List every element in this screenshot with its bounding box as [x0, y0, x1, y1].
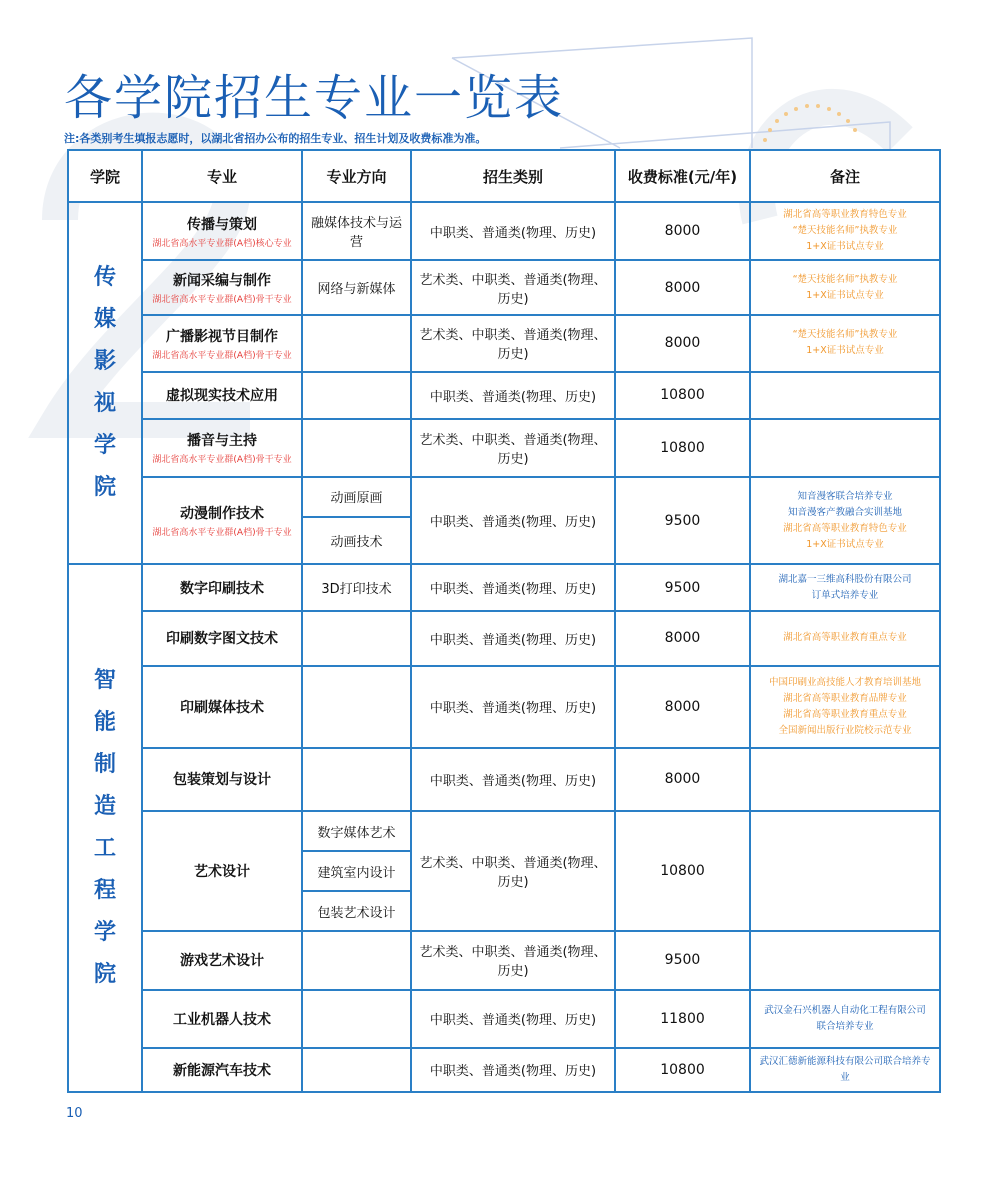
- category-cell: 中职类、普通类(物理、历史): [411, 666, 615, 748]
- direction-cell: 动画原画: [302, 477, 411, 517]
- direction-cell: [302, 315, 411, 371]
- category-cell: 中职类、普通类(物理、历史): [411, 1048, 615, 1092]
- major-name: 新能源汽车技术: [173, 1062, 271, 1079]
- college-name-char: 工: [93, 836, 116, 862]
- major-name: 动漫制作技术: [180, 506, 264, 523]
- remark-line: 全国新闻出版行业院校示范专业: [778, 724, 912, 736]
- direction-cell: [302, 419, 411, 477]
- major-cell: [142, 611, 302, 665]
- fee-cell: 8000: [615, 666, 750, 748]
- remarks-cell: [750, 811, 940, 931]
- direction-cell: [302, 748, 411, 811]
- remark-line: 1+X证书试点专业: [806, 241, 884, 253]
- table-row: [68, 990, 940, 1048]
- college-name-char: 能: [93, 710, 116, 736]
- major-name: 印刷数字图文技术: [166, 631, 278, 648]
- direction-cell: 建筑室内设计: [302, 851, 411, 891]
- header-category: 招生类别: [411, 150, 615, 202]
- table-row: [68, 260, 940, 315]
- fee-cell: 9500: [615, 477, 750, 564]
- remarks-cell: [750, 202, 940, 260]
- header-major: 专业: [142, 150, 302, 202]
- college-name-char: 视: [93, 391, 116, 417]
- direction-cell: [302, 1048, 411, 1092]
- table-row: [68, 666, 940, 748]
- header-college: 学院: [68, 150, 142, 202]
- remarks-cell: [750, 931, 940, 989]
- fee-cell: 10800: [615, 1048, 750, 1092]
- major-name: 数字印刷技术: [180, 580, 264, 597]
- fee-cell: 10800: [615, 811, 750, 931]
- table-row: [68, 202, 940, 260]
- major-name: 播音与主持: [187, 433, 257, 450]
- table-row: [68, 748, 940, 811]
- major-cell: [142, 666, 302, 748]
- direction-cell: 包装艺术设计: [302, 891, 411, 931]
- major-name: 新闻采编与制作: [173, 273, 271, 290]
- table-row: [68, 372, 940, 419]
- direction-cell: [302, 372, 411, 419]
- major-name: 艺术设计: [194, 864, 250, 881]
- category-cell: 艺术类、中职类、普通类(物理、历史): [411, 260, 615, 315]
- college-name-char: 程: [93, 878, 116, 904]
- remarks-cell: [750, 372, 940, 419]
- major-designation: 湖北省高水平专业群(A档)骨干专业: [152, 455, 292, 466]
- college-name-char: 制: [93, 752, 116, 778]
- major-name: 包装策划与设计: [173, 772, 271, 789]
- fee-cell: 8000: [615, 260, 750, 315]
- remark-line: 订单式培养专业: [811, 589, 879, 601]
- remark-line: 湖北省高等职业教育特色专业: [783, 209, 907, 221]
- table-row: [68, 477, 940, 517]
- table-row: [68, 419, 940, 477]
- college-name-char: 传: [93, 265, 116, 291]
- remark-line: 联合培养专业: [816, 1020, 874, 1032]
- remark-line: 知音漫客联合培养专业: [797, 490, 893, 502]
- college-name-char: 院: [93, 475, 116, 501]
- remark-line: 中国印刷业高技能人才教育培训基地: [768, 676, 921, 688]
- remarks-cell: [750, 419, 940, 477]
- major-cell: [142, 811, 302, 931]
- direction-cell: [302, 990, 411, 1048]
- major-name: 印刷媒体技术: [180, 699, 264, 716]
- remark-line: 武汉金石兴机器人自动化工程有限公司: [764, 1004, 926, 1016]
- header-direction: 专业方向: [302, 150, 411, 202]
- major-cell: [142, 315, 302, 371]
- direction-cell: [302, 611, 411, 665]
- remarks-cell: [750, 315, 940, 371]
- table-header-row: [68, 150, 940, 202]
- fee-cell: 8000: [615, 748, 750, 811]
- table-row: [68, 611, 940, 665]
- college-name-char: 学: [93, 433, 116, 459]
- table-row: [68, 811, 940, 851]
- direction-cell: 融媒体技术与运营: [302, 202, 411, 260]
- fee-cell: 11800: [615, 990, 750, 1048]
- remark-line: 湖北嘉一三维高科股份有限公司: [778, 573, 912, 585]
- major-designation: 湖北省高水平专业群(A档)骨干专业: [152, 528, 292, 539]
- college-cell: [68, 202, 142, 564]
- remark-line: 武汉汇德新能源科技有限公司联合培养专业: [759, 1055, 931, 1083]
- remark-line: 湖北省高等职业教育品牌专业: [783, 692, 907, 704]
- major-designation: 湖北省高水平专业群(A档)骨干专业: [152, 350, 292, 361]
- remarks-cell: [750, 666, 940, 748]
- major-cell: [142, 1048, 302, 1092]
- major-name: 传播与策划: [187, 216, 257, 233]
- college-name-char: 智: [93, 668, 116, 694]
- remark-line: 1+X证书试点专业: [806, 345, 884, 357]
- remark-line: 1+X证书试点专业: [806, 538, 884, 550]
- remark-line: 知音漫客产教融合实训基地: [787, 506, 902, 518]
- major-cell: [142, 477, 302, 564]
- remarks-cell: [750, 748, 940, 811]
- category-cell: 艺术类、中职类、普通类(物理、历史): [411, 419, 615, 477]
- table-row: [68, 315, 940, 371]
- major-cell: [142, 564, 302, 611]
- category-cell: 艺术类、中职类、普通类(物理、历史): [411, 931, 615, 989]
- page-number: 10: [66, 1106, 83, 1121]
- college-name-char: 媒: [93, 307, 116, 333]
- direction-cell: [302, 931, 411, 989]
- category-cell: 中职类、普通类(物理、历史): [411, 990, 615, 1048]
- category-cell: 艺术类、中职类、普通类(物理、历史): [411, 811, 615, 931]
- direction-cell: [302, 666, 411, 748]
- table-body: [68, 202, 940, 1092]
- major-cell: [142, 419, 302, 477]
- header-remarks: 备注: [750, 150, 940, 202]
- remark-line: 1+X证书试点专业: [806, 289, 884, 301]
- major-name: 广播影视节目制作: [166, 328, 278, 345]
- college-cell: [68, 564, 142, 1092]
- fee-cell: 10800: [615, 419, 750, 477]
- college-name-char: 造: [93, 794, 116, 820]
- majors-table: [67, 149, 941, 1093]
- category-cell: 中职类、普通类(物理、历史): [411, 477, 615, 564]
- remark-line: 湖北省高等职业教育重点专业: [783, 632, 907, 644]
- table-row: [68, 1048, 940, 1092]
- enrollment-note: 注:各类别考生填报志愿时，以湖北省招办公布的招生专业、招生计划及收费标准为准。: [64, 132, 487, 145]
- college-name-char: 学: [93, 920, 116, 946]
- direction-cell: 3D打印技术: [302, 564, 411, 611]
- major-cell: [142, 990, 302, 1048]
- major-cell: [142, 931, 302, 989]
- major-designation: 湖北省高水平专业群(A档)骨干专业: [152, 295, 292, 306]
- major-cell: [142, 202, 302, 260]
- page-title: 各学院招生专业一览表: [64, 70, 565, 126]
- fee-cell: 8000: [615, 202, 750, 260]
- direction-cell: 动画技术: [302, 517, 411, 564]
- remark-line: 湖北省高等职业教育特色专业: [783, 522, 907, 534]
- remark-line: 湖北省高等职业教育重点专业: [783, 708, 907, 720]
- fee-cell: 8000: [615, 611, 750, 665]
- major-name: 游戏艺术设计: [180, 953, 264, 970]
- remarks-cell: [750, 477, 940, 564]
- remarks-cell: [750, 564, 940, 611]
- remarks-cell: [750, 1048, 940, 1092]
- table-row: [68, 931, 940, 989]
- college-name-char: 影: [93, 349, 116, 375]
- major-name: 虚拟现实技术应用: [166, 388, 278, 405]
- remarks-cell: [750, 990, 940, 1048]
- category-cell: 中职类、普通类(物理、历史): [411, 564, 615, 611]
- college-name-char: 院: [93, 962, 116, 988]
- fee-cell: 8000: [615, 315, 750, 371]
- direction-cell: 数字媒体艺术: [302, 811, 411, 851]
- remark-line: “楚天技能名师”执教专业: [792, 329, 898, 341]
- table-row: [68, 564, 940, 611]
- category-cell: 中职类、普通类(物理、历史): [411, 611, 615, 665]
- category-cell: 中职类、普通类(物理、历史): [411, 372, 615, 419]
- major-cell: [142, 748, 302, 811]
- major-cell: [142, 260, 302, 315]
- direction-cell: 网络与新媒体: [302, 260, 411, 315]
- category-cell: 艺术类、中职类、普通类(物理、历史): [411, 315, 615, 371]
- major-designation: 湖北省高水平专业群(A档)核心专业: [152, 238, 292, 249]
- fee-cell: 9500: [615, 564, 750, 611]
- fee-cell: 9500: [615, 931, 750, 989]
- remarks-cell: [750, 611, 940, 665]
- fee-cell: 10800: [615, 372, 750, 419]
- remarks-cell: [750, 260, 940, 315]
- header-fee: 收费标准(元/年): [615, 150, 750, 202]
- remark-line: “楚天技能名师”执教专业: [792, 225, 898, 237]
- category-cell: 中职类、普通类(物理、历史): [411, 748, 615, 811]
- category-cell: 中职类、普通类(物理、历史): [411, 202, 615, 260]
- major-name: 工业机器人技术: [173, 1011, 271, 1028]
- major-cell: [142, 372, 302, 419]
- remark-line: “楚天技能名师”执教专业: [792, 273, 898, 285]
